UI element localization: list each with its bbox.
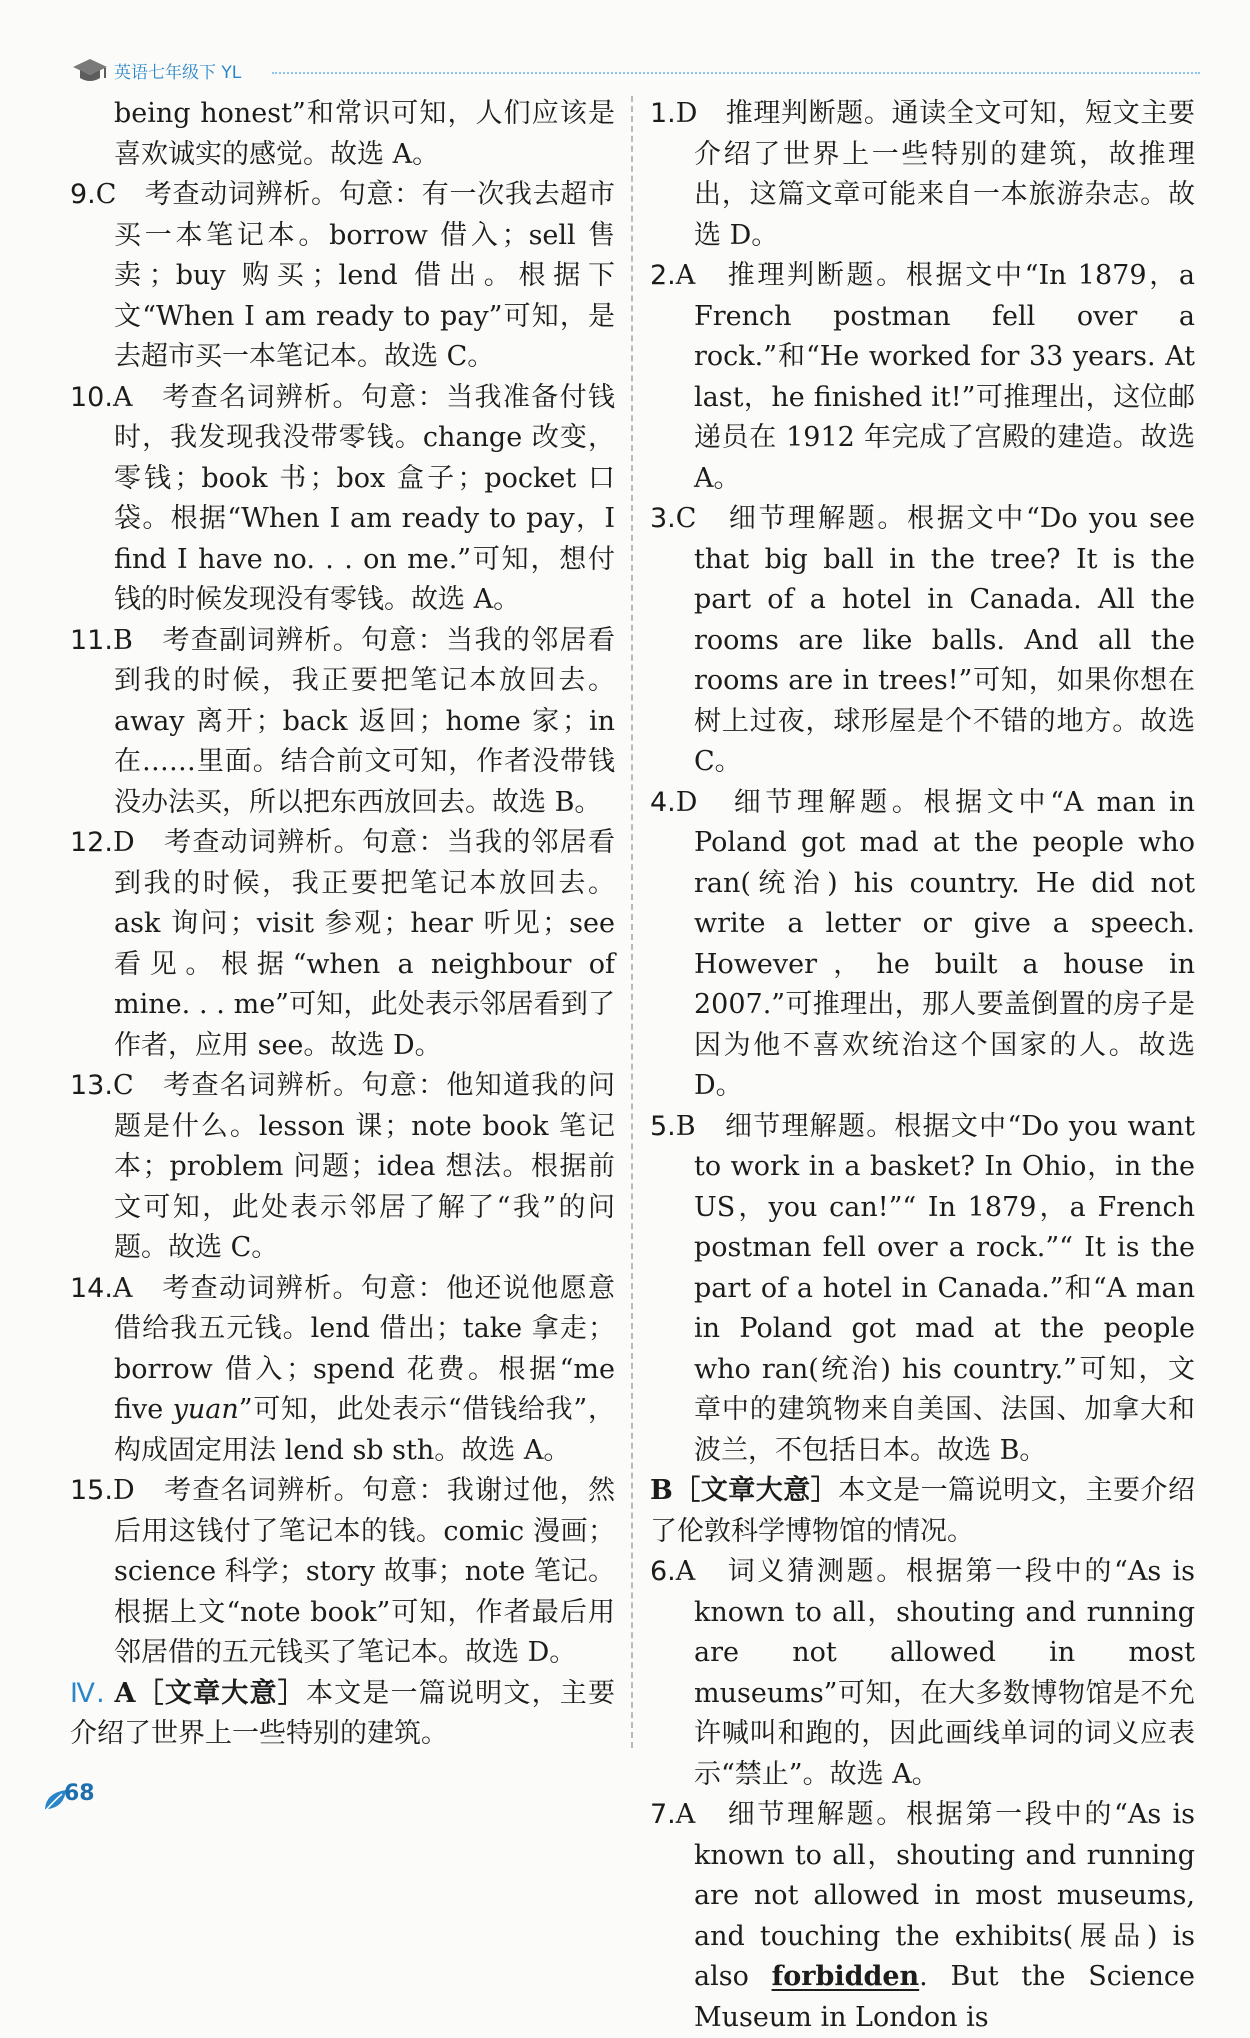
italic-word: yuan (172, 1394, 239, 1425)
section-tag: ［文章大意］ (135, 1677, 306, 1709)
item-number: 11. (70, 624, 113, 656)
item-text: C 细节理解题。根据文中“Do you see that big ball in the tree? It is the part of a hotel in Canada. All the rooms are like balls. And all the rooms are in trees!”可知，如果你想在树上过夜，球形屋是个不错的地方。故选 C。 (675, 503, 1195, 777)
graduation-cap-icon (72, 56, 108, 86)
item-text: B 考查副词辨析。句意：当我的邻居看到我的时候，我正要把笔记本放回去。away 离开；back 返回；home 家；in 在……里面。结合前文可知，作者没带钱没办法买，所以把东西放回去。故选 B。 (112, 624, 615, 818)
item-text: D 考查名词辨析。句意：我谢过他，然后用这钱付了笔记本的钱。comic 漫画；science 科学；story 故事；note 笔记。根据上文“note book”可知，作者最后用邻居借的五元钱买了笔记本。故选 D。 (112, 1475, 615, 1668)
item-text: D 细节理解题。根据文中“A man in Poland got mad at the people who ran(统治) his country. He did not write a letter or give a speech. However，he built a house in 2007.”可推理出，那人要盖倒置的房子是因为他不喜欢统治这个国家的人。故选 D。 (675, 786, 1195, 1101)
item-number: 9. (70, 179, 96, 210)
answer-item-10 (70, 378, 615, 621)
item-number: 6. (650, 1556, 676, 1587)
item-text: D 推理判断题。通读全文可知，短文主要介绍了世界上一些特别的建筑，故推理出，这篇文章可能来自一本旅游杂志。故选 D。 (675, 98, 1195, 251)
answer-item-11 (70, 621, 615, 824)
item-text: C 考查名词辨析。句意：他知道我的问题是什么。lesson 课；note book 笔记本；problem 问题；idea 想法。根据前文可知，此处表示邻居了解了“我”的问题。故选 C。 (112, 1070, 615, 1263)
column-divider (631, 96, 633, 1748)
section-b-summary (650, 1471, 1195, 1552)
item-text: A 词义猜测题。根据第一段中的“As is known to all，shouting and running are not allowed in most museums”可知，在大多数博物馆是不允许喊叫和跑的，因此画线单词的词义应表示“禁止”。故选 A。 (675, 1556, 1195, 1790)
header-title: 英语七年级下 YL (114, 63, 242, 83)
answer-item-14 (70, 1269, 615, 1472)
answer-item-4 (650, 783, 1195, 1107)
item-text: A 细节理解题。根据第一段中的“As is known to all，shouting and running are not allowed in most museums, and touching the exhibits(展品) is also (675, 1799, 1195, 1992)
item-text: B 细节理解题。根据文中“Do you want to work in a basket? In Ohio，in the US，you can!”“ In 1879，a French postman fell over a rock.”“ It is the part of a hotel in Canada.”和“A man in Poland got mad at the people who ran(统治) his country.”可知，文章中的建筑物来自美国、法国、加拿大和波兰，不包括日本。故选 B。 (675, 1110, 1195, 1466)
item-text: A 考查动词辨析。句意：他还说他愿意借给我五元钱。lend 借出；take 拿走；borrow 借入；spend 花费。根据“me five (112, 1272, 615, 1425)
answer-item-12 (70, 823, 615, 1066)
answer-item-2 (650, 256, 1195, 499)
item-text: A 推理判断题。根据文中“In 1879，a French postman fell over a rock.”和“He worked for 33 years. At last，he finished it!”可推理出，这位邮递员在 1912 年完成了宫殿的建造。故选 A。 (675, 260, 1195, 494)
item-number: 3. (650, 503, 676, 534)
section-text: 本文是一篇说明文，主要介绍了世界上一些特别的建筑。 (70, 1677, 616, 1749)
item-number: 10. (70, 381, 113, 413)
answer-item-7 (650, 1795, 1195, 2038)
section-roman-numeral: Ⅳ. (70, 1677, 105, 1709)
item-number: 1. (650, 98, 676, 129)
answer-item-9 (70, 175, 615, 378)
section-text: 本文是一篇说明文，主要介绍了伦敦科学博物馆的情况。 (650, 1475, 1196, 1547)
page-header (60, 52, 1200, 92)
section-tag: ［文章大意］ (672, 1475, 839, 1506)
item-number: 15. (70, 1475, 113, 1506)
left-intro: being honest”和常识可知，人们应该是喜欢诚实的感觉。故选 A。 (114, 98, 615, 170)
item-number: 14. (70, 1272, 113, 1304)
left-column (70, 94, 615, 1755)
section-letter: A (114, 1677, 136, 1709)
answer-item-15 (70, 1471, 615, 1674)
right-column (650, 94, 1195, 2038)
item-number: 4. (650, 786, 676, 818)
answer-item-5 (650, 1107, 1195, 1472)
item-text-cont: . But the Science Museum in London is (694, 1961, 1195, 2033)
answer-item-3 (650, 499, 1195, 783)
item-text: C 考查动词辨析。句意：有一次我去超市买一本笔记本。borrow 借入；sell 售卖；buy 购买；lend 借出。根据下文“When I am ready to pay”可知，是去超市买一本笔记本。故选 C。 (95, 179, 615, 372)
section-letter: B (650, 1475, 673, 1506)
item-text: D 考查动词辨析。句意：当我的邻居看到我的时候，我正要把笔记本放回去。ask 询问；visit 参观；hear 听见；see 看见。根据“when a neighbour of mine. . . me”可知，此处表示邻居看到了作者，应用 see。故选 D。 (112, 827, 615, 1061)
header-rule (272, 72, 1200, 74)
item-text: A 考查名词辨析。句意：当我准备付钱时，我发现我没带零钱。change 改变，零钱；book 书；box 盒子；pocket 口袋。根据“When I am ready to pay，I find I have no. . . on me.”可知，想付钱的时候发现没有零钱。故选 A。 (112, 381, 615, 615)
item-number: 12. (70, 827, 113, 858)
page-number: 68 (64, 1781, 95, 1806)
item-number: 13. (70, 1070, 113, 1101)
answer-item-6 (650, 1552, 1195, 1795)
answer-item-13 (70, 1066, 615, 1269)
section-iv-summary (70, 1674, 615, 1755)
item-number: 5. (650, 1110, 676, 1142)
item-number: 2. (650, 260, 676, 291)
item-number: 7. (650, 1799, 676, 1830)
page-footer (42, 1775, 102, 1819)
underlined-word: forbidden (771, 1961, 920, 1992)
answer-item-1 (650, 94, 1195, 256)
item-text-cont: ”可知，此处表示“借钱给我”，构成固定用法 lend sb sth。故选 A。 (114, 1394, 615, 1466)
